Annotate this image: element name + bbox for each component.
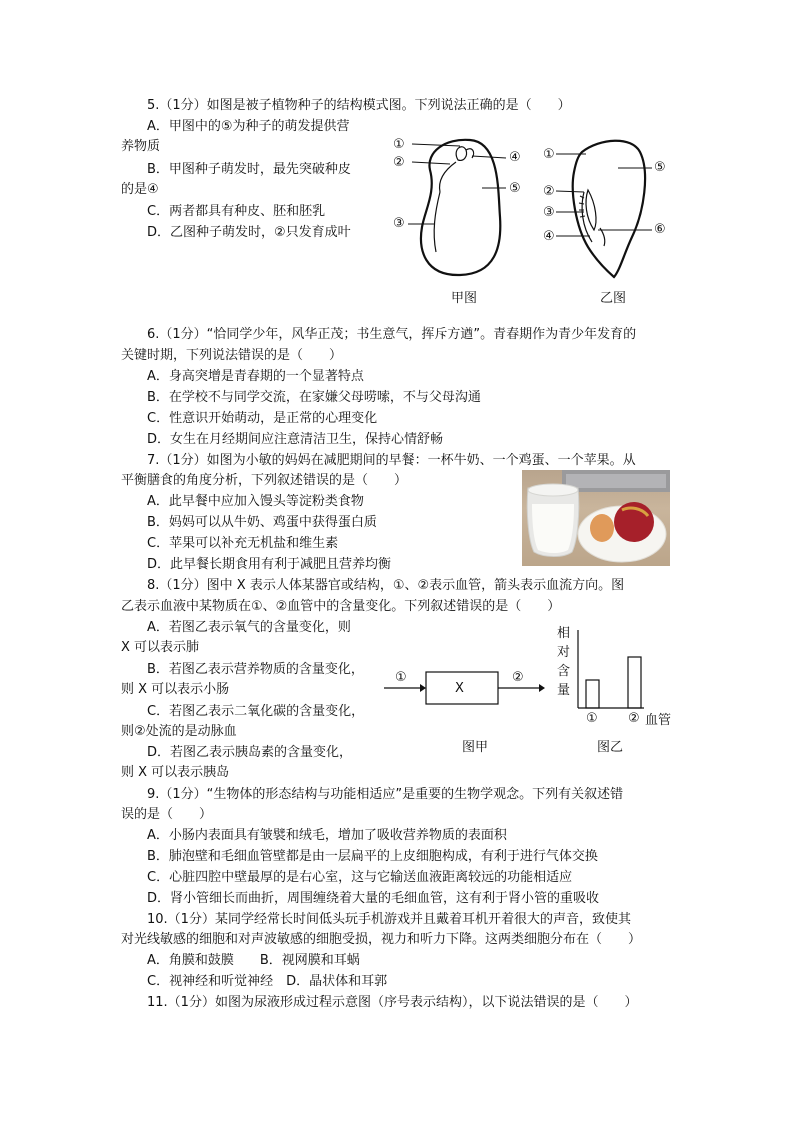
q8-figure-b-bars [578, 630, 648, 710]
q5-fig-a-label-1: ① [393, 137, 405, 152]
q8-fig-a-in-label: ① [395, 670, 407, 685]
q5-fig-b-label-6: ⑥ [654, 222, 666, 237]
q5-fig-a-label-5: ⑤ [509, 181, 521, 196]
q7-stem-line2: 平衡膳食的角度分析，下列叙述错误的是（ ） [121, 473, 408, 488]
q5-option-d: D．乙图种子萌发时，②只发育成叶 [147, 225, 351, 240]
q5-fig-a-label-2: ② [393, 155, 405, 170]
q6-option-a: A．身高突增是青春期的一个显著特点 [147, 369, 364, 384]
q9-stem-line1: 9.（1分）“生物体的形态结构与功能相适应”是重要的生物学观念。下列有关叙述错 [147, 787, 624, 802]
q5-fig-b-caption: 乙图 [600, 291, 627, 306]
q7-stem-line1: 7.（1分）如图为小敏的妈妈在减肥期间的早餐：一杯牛奶、一个鸡蛋、一个苹果。从 [147, 453, 636, 468]
q8-fig-b-ylabel-2: 对 [557, 645, 571, 660]
q6-option-d: D．女生在月经期间应注意清洁卫生，保持心情舒畅 [147, 432, 444, 447]
q9-option-c: C．心脏四腔中壁最厚的是右心室，这与它输送血液距离较远的功能相适应 [147, 870, 573, 885]
q8-fig-a-out-label: ② [512, 670, 524, 685]
q8-fig-b-tick-1: ① [586, 711, 598, 726]
q5-fig-b-label-3: ③ [543, 205, 555, 220]
q5-fig-a-label-4: ④ [509, 150, 521, 165]
q8-fig-b-ylabel-4: 量 [557, 683, 571, 698]
q5-fig-b-label-4: ④ [543, 229, 555, 244]
q9-option-d: D．肾小管细长而曲折，周围缠绕着大量的毛细血管，这有利于肾小管的重吸收 [147, 891, 600, 906]
q8-stem-line2: 乙表示血液中某物质在①、②血管中的含量变化。下列叙述错误的是（ ） [121, 599, 561, 614]
q8-option-d: D．若图乙表示胰岛素的含量变化， [147, 745, 353, 760]
q5-fig-a-caption: 甲图 [451, 291, 478, 306]
q8-option-b-cont: 则 X 可以表示小肠 [121, 682, 230, 697]
q8-figure-a-flow [384, 670, 554, 710]
q7-option-d: D．此早餐长期食用有利于减肥且营养均衡 [147, 557, 392, 572]
q11-stem: 11.（1分）如图为尿液形成过程示意图（序号表示结构），以下说法错误的是（ ） [147, 995, 638, 1010]
q8-fig-b-tick-2: ② [628, 711, 640, 726]
q5-fig-b-label-5: ⑤ [654, 160, 666, 175]
q8-option-b: B．若图乙表示营养物质的含量变化， [147, 662, 364, 677]
q5-option-b-cont: 的是④ [121, 182, 159, 197]
q5-fig-b-label-2: ② [543, 184, 555, 199]
q6-stem-line1: 6.（1分）“恰同学少年，风华正茂；书生意气，挥斥方遒”。青春期作为青少年发育的 [147, 327, 637, 342]
q5-fig-a-label-3: ③ [393, 216, 405, 231]
q7-option-a: A．此早餐中应加入馒头等淀粉类食物 [147, 494, 364, 509]
q5-figure-b-seed [540, 132, 670, 282]
q5-stem: 5.（1分）如图是被子植物种子的结构模式图。下列说法正确的是（ ） [147, 98, 571, 113]
q8-fig-b-bar-1 [586, 680, 599, 708]
q5-option-a-cont: 养物质 [121, 139, 161, 154]
q6-stem-line2: 关键时期，下列说法错误的是（ ） [121, 348, 343, 363]
q9-stem-line2: 误的是（ ） [121, 807, 213, 822]
q10-stem-line2: 对光线敏感的细胞和对声波敏感的细胞受损，视力和听力下降。这两类细胞分布在（ ） [121, 932, 642, 947]
q5-option-c: C．两者都具有种皮、胚和胚乳 [147, 204, 326, 219]
q5-option-a: A．甲图中的⑤为种子的萌发提供营 [147, 119, 350, 134]
q9-option-b: B．肺泡壁和毛细血管壁都是由一层扁平的上皮细胞构成，有利于进行气体交换 [147, 849, 598, 864]
breakfast-photo [522, 470, 670, 566]
q8-option-a-cont: X 可以表示肺 [121, 640, 200, 655]
q5-option-b: B．甲图种子萌发时，最先突破种皮 [147, 162, 351, 177]
q10-options-row2: C．视神经和听觉神经 D．晶状体和耳郭 [147, 974, 388, 989]
q5-fig-b-label-1: ① [543, 147, 555, 162]
q6-option-b: B．在学校不与同学交流，在家嫌父母唠嗦，不与父母沟通 [147, 390, 481, 405]
q8-stem-line1: 8.（1分）图中 X 表示人体某器官或结构，①、②表示血管，箭头表示血流方向。图 [147, 578, 625, 593]
q8-fig-b-bar-2 [628, 657, 641, 708]
q8-option-a: A．若图乙表示氧气的含量变化，则 [147, 620, 351, 635]
q8-fig-b-caption: 图乙 [597, 740, 624, 755]
q10-options-row1: A．角膜和鼓膜 B．视网膜和耳蜗 [147, 953, 360, 968]
q8-option-c-cont: 则②处流的是动脉血 [121, 724, 237, 739]
q8-fig-b-ylabel-3: 含 [557, 664, 571, 679]
q8-fig-a-caption: 图甲 [462, 740, 489, 755]
q8-option-d-cont: 则 X 可以表示胰岛 [121, 765, 230, 780]
q8-fig-b-xlabel: 血管 [645, 713, 672, 728]
q7-option-c: C．苹果可以补充无机盐和维生素 [147, 536, 339, 551]
q8-fig-b-ylabel-1: 相 [557, 626, 571, 641]
q10-stem-line1: 10.（1分）某同学经常长时间低头玩手机游戏并且戴着耳机开着很大的声音，致使其 [147, 912, 631, 927]
q6-option-c: C．性意识开始萌动，是正常的心理变化 [147, 411, 378, 426]
q9-option-a: A．小肠内表面具有皱襞和绒毛，增加了吸收营养物质的表面积 [147, 828, 507, 843]
q7-option-b: B．妈妈可以从牛奶、鸡蛋中获得蛋白质 [147, 515, 377, 530]
q8-fig-a-box-label: X [455, 681, 464, 696]
q8-option-c: C．若图乙表示二氧化碳的含量变化， [147, 704, 365, 719]
